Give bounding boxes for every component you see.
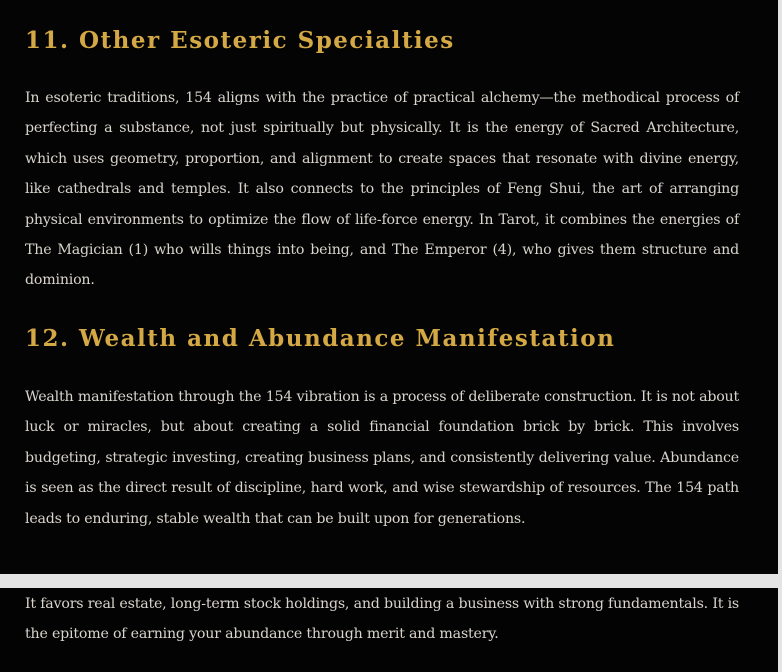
scroll-edge [778,0,782,672]
section-paragraph-other-esoteric-specialties: In esoteric traditions, 154 aligns with the practice of practical alchemy—the methodical process of perfecting a substance, not just spiritually but physically. It is the energy of Sacred Architecture, which uses geometry, proportion, and alignment to create spaces that resonate with divine energy, like cathedrals and temples. It also connects to the principles of Feng Shui, the art of arranging physical environments to optimize the flow of life-force energy. In Tarot, it combines the energies of The Magician (1) who wills things into being, and The Emperor (4), who gives them structure and dominion. [25,90,739,289]
page-break-gap [0,574,778,588]
continuation-paragraph: It favors real estate, long-term stock holdings, and building a business with strong fundamentals. It is the epitome of earning your abundance through merit and mastery. [25,596,739,643]
section-heading-other-esoteric-specialties: 11. Other Esoteric Specialties [25,27,455,54]
section-heading-wealth-and-abundance: 12. Wealth and Abundance Manifestation [25,325,616,352]
section-paragraph-wealth-and-abundance: Wealth manifestation through the 154 vibration is a process of deliberate construction. It is not about luck or miracles, but about creating a solid financial foundation brick by brick. This involves budgeting, strategic investing, creating business plans, and consistently delivering value. Abundance is seen as the direct result of discipline, hard work, and wise stewardship of resources. The 154 path leads to enduring, stable wealth that can be built upon for generations. [25,389,739,527]
